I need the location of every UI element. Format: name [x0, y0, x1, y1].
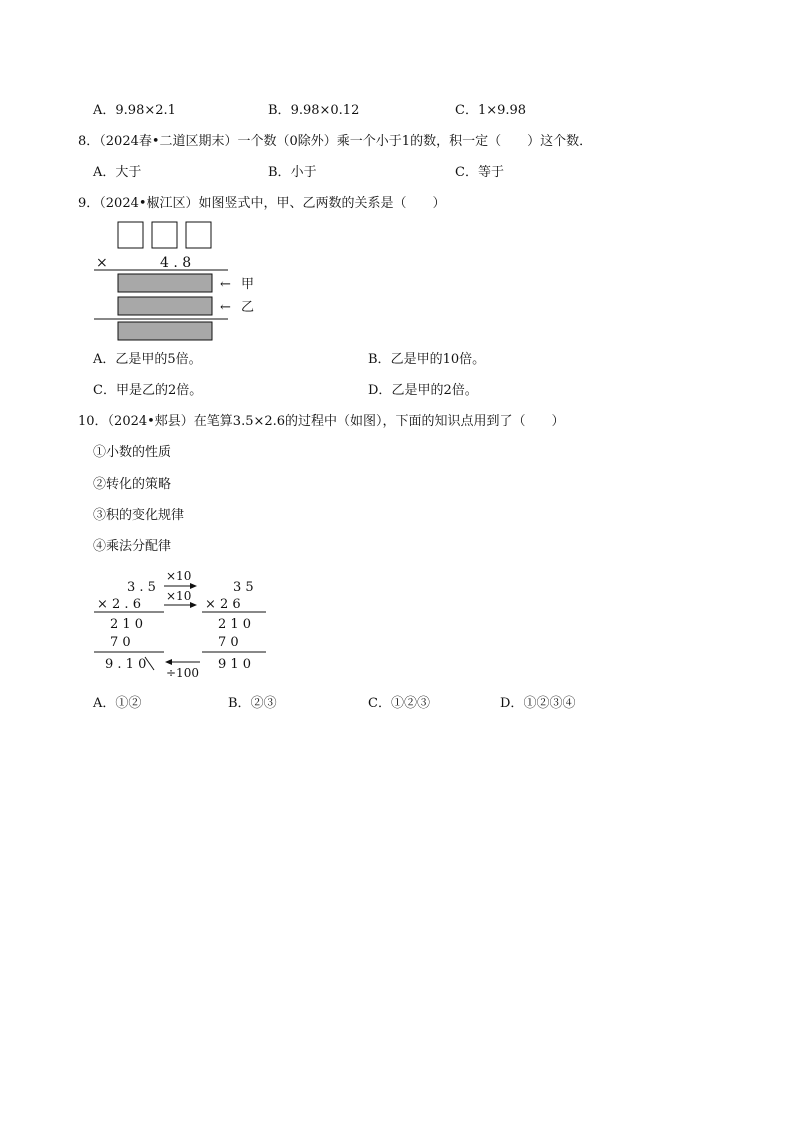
option-text: 乙是甲的10倍。	[390, 352, 486, 367]
left-multiplier: × 2 . 6	[97, 597, 141, 612]
partial-product-jia	[118, 274, 212, 292]
option-text: ①②③④	[523, 696, 576, 711]
option-text: 1×9.98	[477, 103, 527, 118]
q9-option-a	[93, 352, 202, 368]
arrow-yi: ←	[220, 300, 231, 315]
option-text: 大于	[115, 165, 142, 180]
q8-option-c	[455, 165, 504, 181]
option-letter: C．	[455, 165, 478, 180]
option-text: 乙是甲的5倍。	[115, 352, 202, 367]
digit-box	[152, 222, 177, 248]
q9-option-c	[93, 383, 202, 399]
q8-option-b	[268, 165, 317, 181]
q10-multiplication-figure	[90, 566, 280, 684]
digit-box	[118, 222, 143, 248]
q10-option-b	[228, 696, 277, 712]
q10-option-a	[93, 696, 141, 712]
q10-stem: 10．（2024•郏县）在笔算3.5×2.6的过程中（如图），下面的知识点用到了（ ）	[78, 414, 565, 429]
q7-option-a	[93, 103, 176, 119]
q10-option-d	[500, 696, 575, 712]
q7-option-b	[268, 103, 359, 119]
option-letter: A．	[93, 352, 116, 367]
right-result: 9 1 0	[218, 657, 252, 672]
q9-vertical-multiplication-figure	[90, 218, 280, 344]
q9-option-b	[368, 352, 485, 368]
option-letter: B．	[268, 165, 291, 180]
q10-point-3: ③积的变化规律	[93, 508, 185, 523]
left-result: 9 . 1 0	[105, 657, 147, 672]
right-top-number: 3 5	[233, 580, 254, 595]
option-letter: D．	[500, 696, 524, 711]
option-letter: A．	[93, 696, 116, 711]
option-text: 乙是甲的2倍。	[391, 383, 478, 398]
option-text: 9.98×2.1	[115, 103, 176, 118]
option-letter: A．	[93, 103, 116, 118]
option-text: 甲是乙的2倍。	[115, 383, 203, 398]
option-letter: A．	[93, 165, 116, 180]
option-letter: B．	[368, 352, 391, 367]
q10-point-4: ④乘法分配律	[93, 539, 172, 554]
left-top-number: 3 . 5	[127, 580, 156, 595]
option-letter: B．	[228, 696, 251, 711]
option-letter: D．	[368, 383, 392, 398]
left-partial-2: 7 0	[110, 635, 131, 650]
arrow-jia: ←	[220, 277, 231, 292]
q8-stem: 8．（2024春•二道区期末）一个数（0除外）乘一个小于1的数，积一定（ ）这个数．	[78, 134, 593, 149]
right-partial-1: 2 1 0	[218, 617, 252, 632]
times-sign: ×	[96, 255, 108, 271]
option-text: 9.98×0.12	[290, 103, 360, 118]
q9-stem: 9．（2024•椒江区）如图竖式中，甲、乙两数的关系是（ ）	[78, 196, 446, 211]
multiplier: 4 . 8	[160, 255, 192, 271]
option-letter: B．	[268, 103, 291, 118]
strike-zero	[145, 657, 154, 670]
arrow-label-middle: ×10	[166, 589, 192, 603]
q10-point-1: ①小数的性质	[93, 445, 172, 460]
right-multiplier: × 2 6	[205, 597, 241, 612]
partial-product-yi	[118, 297, 212, 315]
option-text: 小于	[290, 165, 317, 180]
left-partial-1: 2 1 0	[110, 617, 144, 632]
q9-option-d	[368, 383, 478, 399]
option-text: ①②	[115, 696, 142, 711]
arrow-label-bottom: ÷100	[166, 666, 199, 680]
right-partial-2: 7 0	[218, 635, 239, 650]
option-letter: C．	[455, 103, 478, 118]
digit-box	[186, 222, 211, 248]
q10-option-c	[368, 696, 430, 712]
option-text: ②③	[250, 696, 277, 711]
label-jia: 甲	[241, 277, 255, 292]
option-letter: C．	[368, 696, 391, 711]
option-text: 等于	[477, 165, 504, 180]
q8-option-a	[93, 165, 141, 181]
q7-option-c	[455, 103, 526, 119]
label-yi: 乙	[241, 300, 255, 315]
final-product	[118, 322, 212, 340]
q10-point-2: ②转化的策略	[93, 477, 172, 492]
option-letter: C．	[93, 383, 116, 398]
arrow-label-top: ×10	[166, 569, 192, 583]
option-text: ①②③	[390, 696, 430, 711]
